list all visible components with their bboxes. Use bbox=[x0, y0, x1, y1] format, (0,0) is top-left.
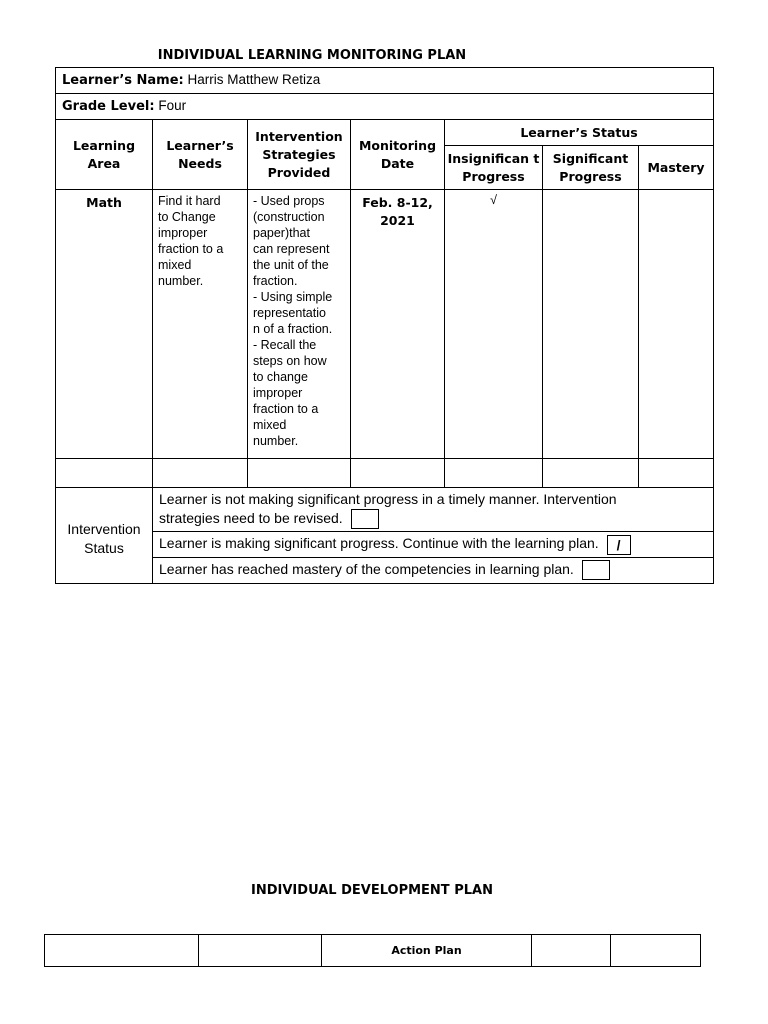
strategy-line: (construction bbox=[253, 210, 325, 224]
empty-cell bbox=[351, 459, 445, 488]
status-option-mastery bbox=[153, 557, 714, 583]
header-mastery: Mastery bbox=[639, 146, 714, 190]
empty-cell bbox=[445, 459, 543, 488]
empty-row bbox=[56, 459, 714, 488]
status-option-not-progressing bbox=[153, 488, 714, 532]
monitoring-plan-table bbox=[55, 67, 714, 584]
header-learners-status: Learner’s Status bbox=[445, 120, 714, 146]
grade-level-cell bbox=[56, 94, 714, 120]
empty-cell bbox=[543, 459, 639, 488]
checkbox-mastery[interactable] bbox=[582, 560, 610, 580]
header-intervention-strategies: Intervention Strategies Provided bbox=[248, 120, 351, 190]
status-option-text: Learner has reached mastery of the competencies in learning plan. bbox=[159, 560, 574, 577]
strategy-line: number. bbox=[253, 434, 299, 448]
intervention-status-row bbox=[56, 532, 714, 557]
dev-header-action-plan: Action Plan bbox=[322, 935, 532, 967]
learning-area-cell: Math bbox=[56, 190, 153, 459]
dev-header-cell bbox=[45, 935, 199, 967]
intervention-status-label bbox=[56, 488, 153, 584]
date-line: 2021 bbox=[380, 213, 415, 228]
intervention-status-row bbox=[56, 557, 714, 583]
empty-cell bbox=[56, 459, 153, 488]
grade-level-row bbox=[56, 94, 714, 120]
needs-line: to Change bbox=[158, 210, 216, 224]
needs-line: number. bbox=[158, 274, 204, 288]
status-option-significant bbox=[153, 532, 714, 557]
learner-name-label: Learner’s Name: bbox=[62, 73, 184, 88]
status-option-text: strategies need to be revised. bbox=[159, 510, 343, 526]
status-option-text: Learner is not making significant progress in a timely manner. Intervention bbox=[159, 491, 617, 507]
strategy-line: - Recall the bbox=[253, 338, 317, 352]
grade-level-label: Grade Level: bbox=[62, 99, 155, 114]
insignificant-progress-check: √ bbox=[445, 190, 543, 459]
significant-progress-check bbox=[543, 190, 639, 459]
status-option-text: Learner is making significant progress. Continue with the learning plan. bbox=[159, 535, 599, 552]
development-plan-title: INDIVIDUAL DEVELOPMENT PLAN bbox=[251, 883, 493, 898]
learner-name-cell bbox=[56, 68, 714, 94]
header-learning-area: Learning Area bbox=[56, 120, 153, 190]
header-learners-needs: Learner’s Needs bbox=[153, 120, 248, 190]
strategy-line: the unit of the bbox=[253, 258, 329, 272]
mastery-check bbox=[639, 190, 714, 459]
development-plan-header-row bbox=[45, 935, 701, 967]
strategy-line: paper)that bbox=[253, 226, 310, 240]
strategy-line: to change bbox=[253, 370, 308, 384]
header-row-1 bbox=[56, 120, 714, 146]
strategy-line: improper bbox=[253, 386, 303, 400]
development-plan-table bbox=[44, 934, 701, 967]
dev-header-cell bbox=[199, 935, 322, 967]
strategy-line: fraction to a bbox=[253, 402, 319, 416]
learners-needs-cell bbox=[153, 190, 248, 459]
dev-header-cell bbox=[611, 935, 701, 967]
grade-level-value: Four bbox=[158, 98, 187, 113]
strategy-line: - Used props bbox=[253, 194, 325, 208]
strategy-line: mixed bbox=[253, 418, 287, 432]
strategy-line: representatio bbox=[253, 306, 326, 320]
checkbox-not-progressing[interactable] bbox=[351, 509, 379, 529]
needs-line: mixed bbox=[158, 258, 192, 272]
checkbox-significant[interactable]: / bbox=[607, 535, 631, 555]
dev-header-cell bbox=[532, 935, 611, 967]
learner-name-value: Harris Matthew Retiza bbox=[187, 72, 321, 87]
strategy-line: fraction. bbox=[253, 274, 298, 288]
header-monitoring-date: Monitoring Date bbox=[351, 120, 445, 190]
date-line: Feb. 8-12, bbox=[362, 195, 433, 210]
strategy-line: can represent bbox=[253, 242, 330, 256]
monitoring-plan-title: INDIVIDUAL LEARNING MONITORING PLAN bbox=[157, 48, 467, 63]
empty-cell bbox=[639, 459, 714, 488]
empty-cell bbox=[248, 459, 351, 488]
status-label-line: Intervention bbox=[67, 521, 141, 538]
needs-line: Find it hard bbox=[158, 194, 221, 208]
table-row bbox=[56, 190, 714, 459]
header-insignificant-progress: Insignifican t Progress bbox=[445, 146, 543, 190]
strategy-line: n of a fraction. bbox=[253, 322, 333, 336]
strategy-line: - Using simple bbox=[253, 290, 333, 304]
needs-line: improper bbox=[158, 226, 208, 240]
monitoring-date-cell bbox=[351, 190, 445, 459]
learner-name-row bbox=[56, 68, 714, 94]
status-option-line bbox=[159, 509, 707, 529]
strategy-line: steps on how bbox=[253, 354, 327, 368]
strategies-cell bbox=[248, 190, 351, 459]
empty-cell bbox=[153, 459, 248, 488]
header-significant-progress: Significant Progress bbox=[543, 146, 639, 190]
intervention-status-row bbox=[56, 488, 714, 532]
status-label-line: Status bbox=[84, 540, 124, 557]
needs-line: fraction to a bbox=[158, 242, 224, 256]
